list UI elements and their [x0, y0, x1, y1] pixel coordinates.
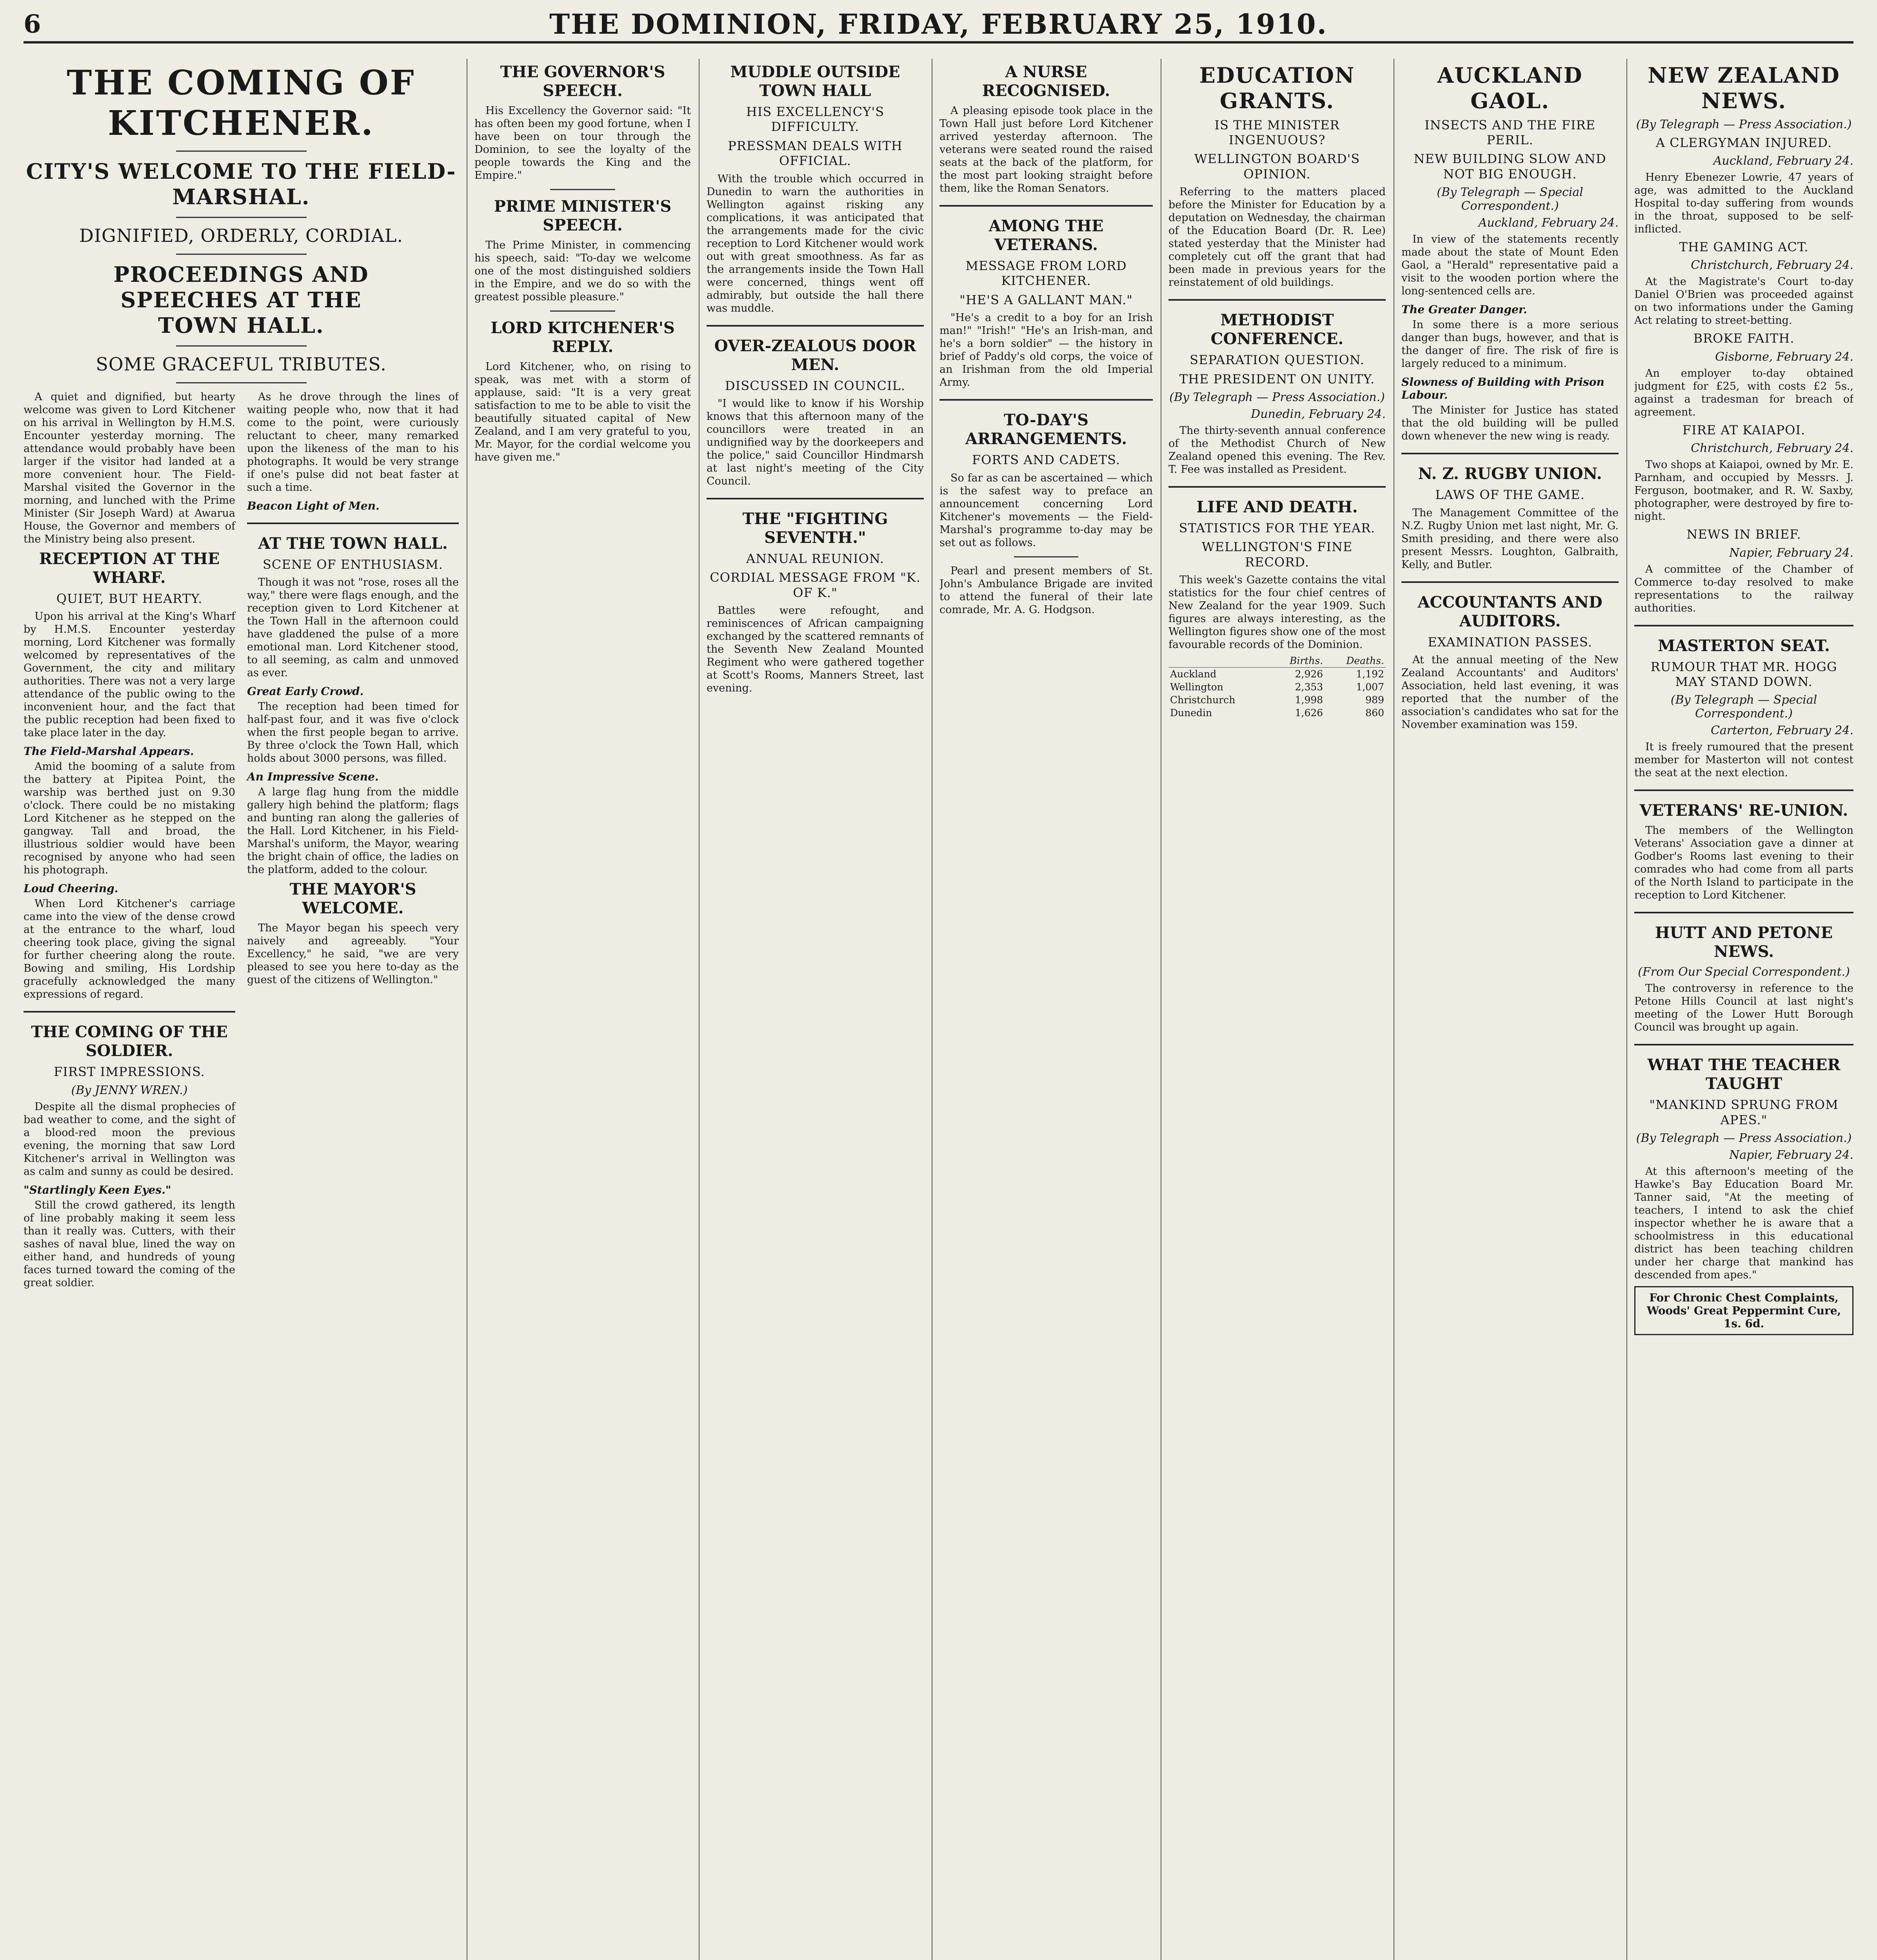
list-item — [1634, 135, 1853, 236]
news-item-head: BROKE FAITH. — [1693, 331, 1795, 346]
methodist-headline: METHODIST CONFERENCE. — [1210, 311, 1344, 348]
news-item-head: A CLERGYMAN INJURED. — [1655, 135, 1832, 150]
spectacle-text: A large flag hung from the middle gallery high behind the platform; flags and bunting ran along the galleries of the Hall. Lord Kitchener, in his Field-Marshal's uniform, the Mayor, wearing the bright chain of office, the ladies on the platform, added to the colour. — [247, 786, 459, 876]
page-number: 6 — [24, 9, 41, 39]
methodist-subhead-2: THE PRESIDENT ON UNITY. — [1179, 371, 1375, 387]
soldier-headline: THE COMING OF THE SOLDIER. — [31, 1023, 228, 1060]
veterans-subhead-2: "HE'S A GALLANT MAN." — [959, 292, 1133, 307]
mayor-headline: THE MAYOR'S WELCOME. — [289, 880, 416, 918]
masterton-subhead: RUMOUR THAT MR. HOGG MAY STAND DOWN. — [1650, 659, 1837, 689]
table-cell: Auckland — [1170, 668, 1217, 680]
pm-headline: PRIME MINISTER'S SPEECH. — [494, 197, 672, 234]
gaol-headline: AUCKLAND GAOL. — [1437, 63, 1583, 113]
methodist-dateline: Dunedin, February 24. — [1251, 407, 1386, 421]
governor-text: His Excellency the Governor said: "It has often been my good fortune, when I have been on tour through the Dominion, to see the loyalty of the people towards the King and the Empire." — [474, 105, 691, 181]
table-cell: 1,626 — [1295, 707, 1323, 719]
veterans-headline: AMONG THE VETERANS. — [988, 217, 1104, 254]
muddle-subhead: HIS EXCELLENCY'S DIFFICULTY. — [746, 104, 885, 134]
table-cell: 989 — [1365, 694, 1384, 706]
news-item-head: THE GAMING ACT. — [1679, 239, 1809, 254]
beacon-sidehead: Beacon Light of Men. — [247, 499, 380, 512]
governor-headline: THE GOVERNOR'S SPEECH. — [500, 63, 665, 100]
soldier-subhead: FIRST IMPRESSIONS. — [54, 1064, 205, 1080]
table-cell: 2,926 — [1295, 668, 1323, 680]
beacon-intro: As he drove through the lines of waiting people who, now that it had come to the point, were curiously reluctant to cheer, many remarked upon the likeness of the man to his photographs. It would be very strange if one's pulse did not beat faster at such a time. — [247, 390, 459, 494]
gaol-text-2: In some there is a more serious danger than bugs, however, and that is the danger of fire. The risk of fire is largely reduced to a minimum. — [1401, 319, 1619, 370]
crowd-sidehead: Great Early Crowd. — [247, 685, 364, 698]
table-row — [1168, 668, 1386, 681]
table-cell: 1,998 — [1295, 694, 1323, 706]
news-item-dateline: Gisborne, February 24. — [1715, 350, 1853, 364]
news-item-text: A committee of the Chamber of Commerce to-day resolved to make representations to the railway authorities. — [1634, 563, 1853, 614]
gaol-byline: (By Telegraph — Special Correspondent.) — [1437, 185, 1583, 213]
arrangements-headline: TO-DAY'S ARRANGEMENTS. — [965, 411, 1127, 448]
reply-text: Lord Kitchener, who, on rising to speak, was met with a storm of applause, said: "It is a very great satisfaction to me to be able to visit the beautifully situated capital of New Zealand, and I am very grateful to you, Mr. Mayor, for the cordial welcome you have given me." — [474, 361, 691, 463]
education-headline: EDUCATION GRANTS. — [1199, 63, 1355, 113]
rugby-text: The Management Committee of the N.Z. Rugby Union met last night, Mr. G. Smith presiding, and there were also present Messrs. Loughton, Galbraith, Kelly, and Butler. — [1401, 506, 1619, 571]
pm-text: The Prime Minister, in commencing his speech, said: "To-day we welcome one of the most distinguished soldiers in the Empire, and we do so with the greatest possible pleasure." — [474, 239, 691, 303]
arrangements-text: So far as can be ascertained — which is the safest way to preface an announcement concerning Lord Kitchener's movements — the Field-Marshal's programme to-day may be set out as follows. — [939, 472, 1153, 549]
column-rule — [1626, 59, 1627, 1960]
list-item — [1634, 423, 1853, 523]
appears-sidehead: The Field-Marshal Appears. — [24, 745, 194, 758]
news-item-dateline: Christchurch, February 24. — [1691, 258, 1853, 272]
life-subhead-2: WELLINGTON'S FINE RECORD. — [1201, 539, 1353, 570]
town-hall-text: Though it was not "rose, roses all the way," there were flags enough, and the reception given to Lord Kitchener at the Town Hall in the afternoon could have gladdened the pulse of a more emotional man. Lord Kitchener stood, to all seeming, as calm and unmoved as ever. — [247, 576, 459, 679]
appears-text: Amid the booming of a salute from the battery at Pipitea Point, the warship was berthed just on 9.30 o'clock. There could be no mistaking Lord Kitchener as he stepped on the gangway. Tall and broad, the illustrious soldier would have been recognised by anyone who had seen his photograph. — [24, 760, 235, 877]
column-8 — [1634, 59, 1853, 1960]
town-hall-headline: AT THE TOWN HALL. — [258, 534, 448, 553]
kitchener-deck-4: SOME GRACEFUL TRIBUTES. — [96, 353, 387, 375]
kitchener-article — [24, 59, 459, 1960]
nz-news-items — [1634, 135, 1853, 615]
news-item-dateline: Napier, February 24. — [1729, 546, 1853, 560]
muddle-headline: MUDDLE OUTSIDE TOWN HALL — [730, 63, 900, 100]
teacher-headline: WHAT THE TEACHER TAUGHT — [1647, 1056, 1841, 1093]
gaol-dateline: Auckland, February 24. — [1478, 216, 1619, 230]
gaol-subhead: INSECTS AND THE FIRE PERIL. — [1425, 117, 1595, 147]
nurse-headline: A NURSE RECOGNISED. — [982, 63, 1110, 100]
masterton-dateline: Carterton, February 24. — [1710, 724, 1853, 738]
hutt-byline: (From Our Special Correspondent.) — [1638, 965, 1850, 979]
table-row — [1168, 693, 1386, 706]
wharf-subhead-2: QUIET, BUT HEARTY. — [56, 591, 203, 606]
reunion-text: The members of the Wellington Veterans' Association gave a dinner at Godber's Rooms last evening to their comrades who had come from all parts of the North Island to participate in the reception to Lord Kitchener. — [1634, 824, 1853, 902]
gaol-sidehead-2: Slowness of Building with Prison Labour. — [1401, 376, 1604, 402]
newspaper-title: THE DOMINION, FRIDAY, FEBRUARY 25, 1910. — [549, 8, 1328, 40]
accountants-text: At the annual meeting of the New Zealand Accountants' and Auditors' Association, held last evening, it was reported that the number of the association's candidates who sat for the November examination was 159. — [1401, 653, 1619, 731]
crowd-text: The reception had been timed for half-past four, and it was five o'clock when the first people began to arrive. By three o'clock the Town Hall, which holds about 3000 persons, was filled. — [247, 701, 459, 765]
teacher-byline: (By Telegraph — Press Association.) — [1636, 1131, 1852, 1145]
methodist-byline: (By Telegraph — Press Association.) — [1169, 390, 1385, 404]
arrangements-notice: Pearl and present members of St. John's Ambulance Brigade are invited to attend the funeral of their late comrade, Mr. A. G. Hodgson. — [939, 564, 1153, 616]
table-cell: Wellington — [1170, 681, 1223, 693]
veterans-subhead: MESSAGE FROM LORD KITCHENER. — [965, 258, 1127, 289]
cheering-sidehead: Loud Cheering. — [24, 882, 118, 895]
accountants-headline: ACCOUNTANTS AND AUDITORS. — [1417, 593, 1603, 630]
kitchener-deck-2: DIGNIFIED, ORDERLY, CORDIAL. — [79, 225, 403, 246]
seventh-headline: THE "FIGHTING SEVENTH." — [742, 509, 888, 547]
muddle-subhead-2: PRESSMAN DEALS WITH OFFICIAL. — [728, 138, 903, 169]
education-subhead: IS THE MINISTER INGENUOUS? — [1214, 117, 1340, 147]
table-header: Births. — [1270, 654, 1325, 668]
reply-headline: LORD KITCHENER'S REPLY. — [491, 319, 675, 356]
seventh-text: Battles were refought, and reminiscences of African campaigning exchanged by the scattered remnants of the Seventh New Zealand Mounted Regiment who were gathered together at Scott's Rooms, Manners Street, last evening. — [707, 604, 924, 695]
gaol-text: In view of the statements recently made about the state of Mount Eden Gaol, a "Herald" representative paid a visit to the wooden portion where the long-sentenced cells are. — [1401, 233, 1619, 298]
advertisement: For Chronic Chest Complaints, Woods' Great Peppermint Cure, 1s. 6d. — [1634, 1286, 1853, 1335]
column-3 — [474, 59, 691, 1960]
mayor-text: The Mayor began his speech very naively and agreeably. "Your Excellency," he said, "we are very pleased to see you here to-day as the guest of the citizens of Wellington." — [247, 922, 459, 986]
spectacle-sidehead: An Impressive Scene. — [247, 770, 379, 784]
news-item-dateline: Auckland, February 24. — [1713, 154, 1853, 168]
eyes-sidehead: "Startlingly Keen Eyes." — [24, 1183, 171, 1196]
doormen-text: "I would like to know if his Worship knows that this afternoon many of the councillors were treated in an undignified way by the doorkeepers and the police," said Councillor Hindmarsh at last night's meeting of the City Council. — [707, 397, 924, 487]
hutt-text: The controversy in reference to the Petone Hills Council at last night's meeting of the Lower Hutt Borough Council was brought up again. — [1634, 982, 1853, 1034]
soldier-byline: (By JENNY WREN.) — [71, 1083, 188, 1097]
wharf-subhead: RECEPTION AT THE WHARF. — [39, 549, 220, 587]
methodist-subhead: SEPARATION QUESTION. — [1190, 352, 1365, 368]
gaol-sidehead: The Greater Danger. — [1401, 303, 1527, 316]
news-item-text: An employer to-day obtained judgment for £25, with costs £2 5s., against a tradesman for breach of agreement. — [1634, 367, 1853, 418]
hutt-headline: HUTT AND PETONE NEWS. — [1655, 924, 1833, 961]
gaol-subhead-2: NEW BUILDING SLOW AND NOT BIG ENOUGH. — [1414, 151, 1606, 181]
table-header — [1168, 654, 1270, 668]
soldier-text: Despite all the dismal prophecies of bad weather to come, and the sight of a blood-red moon the previous evening, the morning that saw Lord Kitchener's arrival in Wellington was as calm and sunny as could be desired. — [24, 1100, 235, 1178]
column-5 — [939, 59, 1153, 1960]
vital-statistics-table — [1168, 654, 1386, 719]
doormen-headline: OVER-ZEALOUS DOOR MEN. — [714, 336, 916, 374]
nurse-text: A pleasing episode took place in the Town Hall just before Lord Kitchener arrived yesterday afternoon. The veterans were seated round the raised seats at the back of the platform, for the most part looking straight before them, like the Roman Senators. — [939, 105, 1153, 194]
table-cell: 860 — [1365, 707, 1384, 719]
rugby-subhead: LAWS OF THE GAME. — [1435, 487, 1585, 503]
nz-news-byline: (By Telegraph — Press Association.) — [1636, 117, 1852, 131]
news-item-text: Henry Ebenezer Lowrie, 47 years of age, was admitted to the Auckland Hospital to-day suffering from wounds in the throat, supposed to be self-inflicted. — [1634, 171, 1853, 235]
news-item-text: At the Magistrate's Court to-day Daniel O'Brien was proceeded against on two informations under the Gaming Act relating to street-betting. — [1634, 276, 1853, 327]
masterton-headline: MASTERTON SEAT. — [1658, 636, 1830, 655]
teacher-dateline: Napier, February 24. — [1729, 1148, 1853, 1162]
rugby-headline: N. Z. RUGBY UNION. — [1418, 465, 1602, 483]
news-item-text: Two shops at Kaiapoi, owned by Mr. E. Parnham, and occupied by Messrs. J. Ferguson, bootmaker, and R. W. Saxby, photographer, were destroyed by fire to-night. — [1634, 459, 1853, 523]
list-item — [1634, 331, 1853, 418]
education-subhead-2: WELLINGTON BOARD'S OPINION. — [1194, 151, 1360, 181]
muddle-text: With the trouble which occurred in Dunedin to warn the authorities in Wellington against risking any complications, it was anticipated that the arrangements made for the civic reception to Lord Kitchener would work out with great smoothness. As far as the arrangements inside the Town Hall were concerned, things went off admirably, but outside the hall there was muddle. — [707, 172, 924, 314]
table-cell: Christchurch — [1170, 694, 1236, 706]
life-text: This week's Gazette contains the vital statistics for the four chief centres of New Zealand for the year 1909. Such figures are always interesting, as the Wellington figures show one of the most favourable records of the Dominion. — [1168, 574, 1386, 651]
education-text: Referring to the matters placed before the Minister for Education by a deputation on Wednesday, the chairman of the Education Board (Dr. R. Lee) stated yesterday that the Minister had completely cut off the grant that had been made in previous years for the reinstatement of old buildings. — [1168, 186, 1386, 289]
wharf-text: Upon his arrival at the King's Wharf by H.M.S. Encounter yesterday morning, Lord Kitchener was formally welcomed by representatives of the Government, the city and military authorities. There was not a very large attendance of the public owing to the inconvenient hour, and the fact that the public reception had been fixed to take place later in the day. — [24, 610, 235, 739]
table-cell: 1,192 — [1356, 668, 1384, 680]
list-item — [1634, 240, 1853, 327]
kitchener-deck-1: CITY'S WELCOME TO THE FIELD-MARSHAL. — [26, 159, 456, 210]
table-row — [1168, 706, 1386, 719]
gaol-text-3: The Minister for Justice has stated that the old building will be pulled down whenever the new wing is ready. — [1401, 404, 1619, 443]
cheering-text: When Lord Kitchener's carriage came into the view of the dense crowd at the entrance to the wharf, loud cheering took place, giving the signal for further cheering along the route. Bowing and smiling, His Lordship gracefully acknowledged the many expressions of regard. — [24, 898, 235, 1001]
accountants-subhead: EXAMINATION PASSES. — [1428, 634, 1592, 650]
news-item-head: NEWS IN BRIEF. — [1686, 527, 1801, 542]
veterans-text: "He's a credit to a boy for an Irish man!" "Irish!" "He's an Irish-man, and he's a born soldier" — the history in brief of Paddy's old corps, the voice of an Irishman from the old Imperial Army. — [939, 312, 1153, 389]
town-hall-subhead: SCENE OF ENTHUSIASM. — [262, 557, 443, 572]
life-headline: LIFE AND DEATH. — [1196, 497, 1358, 516]
masterton-text: It is freely rumoured that the present member for Masterton will not contest the seat at the next election. — [1634, 741, 1853, 779]
teacher-text: At this afternoon's meeting of the Hawke's Bay Education Board Mr. Tanner said, "At the meeting of teachers, I intend to ask the chief inspector whether he is aware that a schoolmistress in this educational district has been teaching children under her charge that mankind has descended from apes." — [1634, 1165, 1853, 1281]
news-item-head: FIRE AT KAIAPOI. — [1682, 422, 1806, 437]
table-header: Deaths. — [1325, 654, 1386, 668]
table-cell: 1,007 — [1356, 681, 1384, 693]
kitchener-headline: THE COMING OF KITCHENER. — [67, 63, 416, 143]
column-6 — [1168, 59, 1386, 1960]
methodist-text: The thirty-seventh annual conference of the Methodist Church of New Zealand opened this evening. The Rev. T. Fee was installed as President. — [1168, 424, 1386, 475]
list-item — [1634, 527, 1853, 614]
life-subhead: STATISTICS FOR THE YEAR. — [1179, 520, 1375, 535]
kitchener-deck-3: PROCEEDINGS AND SPEECHES AT THE TOWN HALL. — [113, 262, 369, 338]
doormen-subhead: DISCUSSED IN COUNCIL. — [725, 378, 906, 393]
column-4 — [707, 59, 924, 1960]
column-rule — [699, 59, 700, 1960]
masthead — [24, 8, 1853, 44]
table-cell: 2,353 — [1295, 681, 1323, 693]
reunion-headline: VETERANS' RE-UNION. — [1639, 801, 1848, 820]
news-item-dateline: Christchurch, February 24. — [1691, 441, 1853, 456]
table-cell: Dunedin — [1170, 707, 1212, 719]
table-row — [1168, 681, 1386, 693]
seventh-subhead-2: CORDIAL MESSAGE FROM "K. OF K." — [710, 570, 921, 600]
teacher-subhead: "MANKIND SPRUNG FROM APES." — [1649, 1097, 1839, 1127]
eyes-text: Still the crowd gathered, its length of line probably making it seem less than it really was. Cutters, with their sashes of naval blue, lined the way on either hand, and hundreds of young faces turned toward the coming of the great soldier. — [24, 1199, 235, 1289]
column-7 — [1401, 59, 1619, 1960]
kitchener-intro: A quiet and dignified, but hearty welcome was given to Lord Kitchener on his arrival in Wellington by H.M.S. Encounter yesterday morning. The attendance would probably have been larger if the visitor had landed at a more convenient hour. The Field-Marshal visited the Governor in the morning, and lunched with the Prime Minister (Sir Joseph Ward) at Awarua House, the Governor and members of the Ministry being also present. — [24, 390, 235, 545]
masterton-byline: (By Telegraph — Special Correspondent.) — [1670, 693, 1817, 721]
arrangements-subhead: FORTS AND CADETS. — [972, 452, 1121, 468]
nz-news-headline: NEW ZEALAND NEWS. — [1648, 63, 1840, 113]
seventh-subhead: ANNUAL REUNION. — [746, 551, 885, 566]
